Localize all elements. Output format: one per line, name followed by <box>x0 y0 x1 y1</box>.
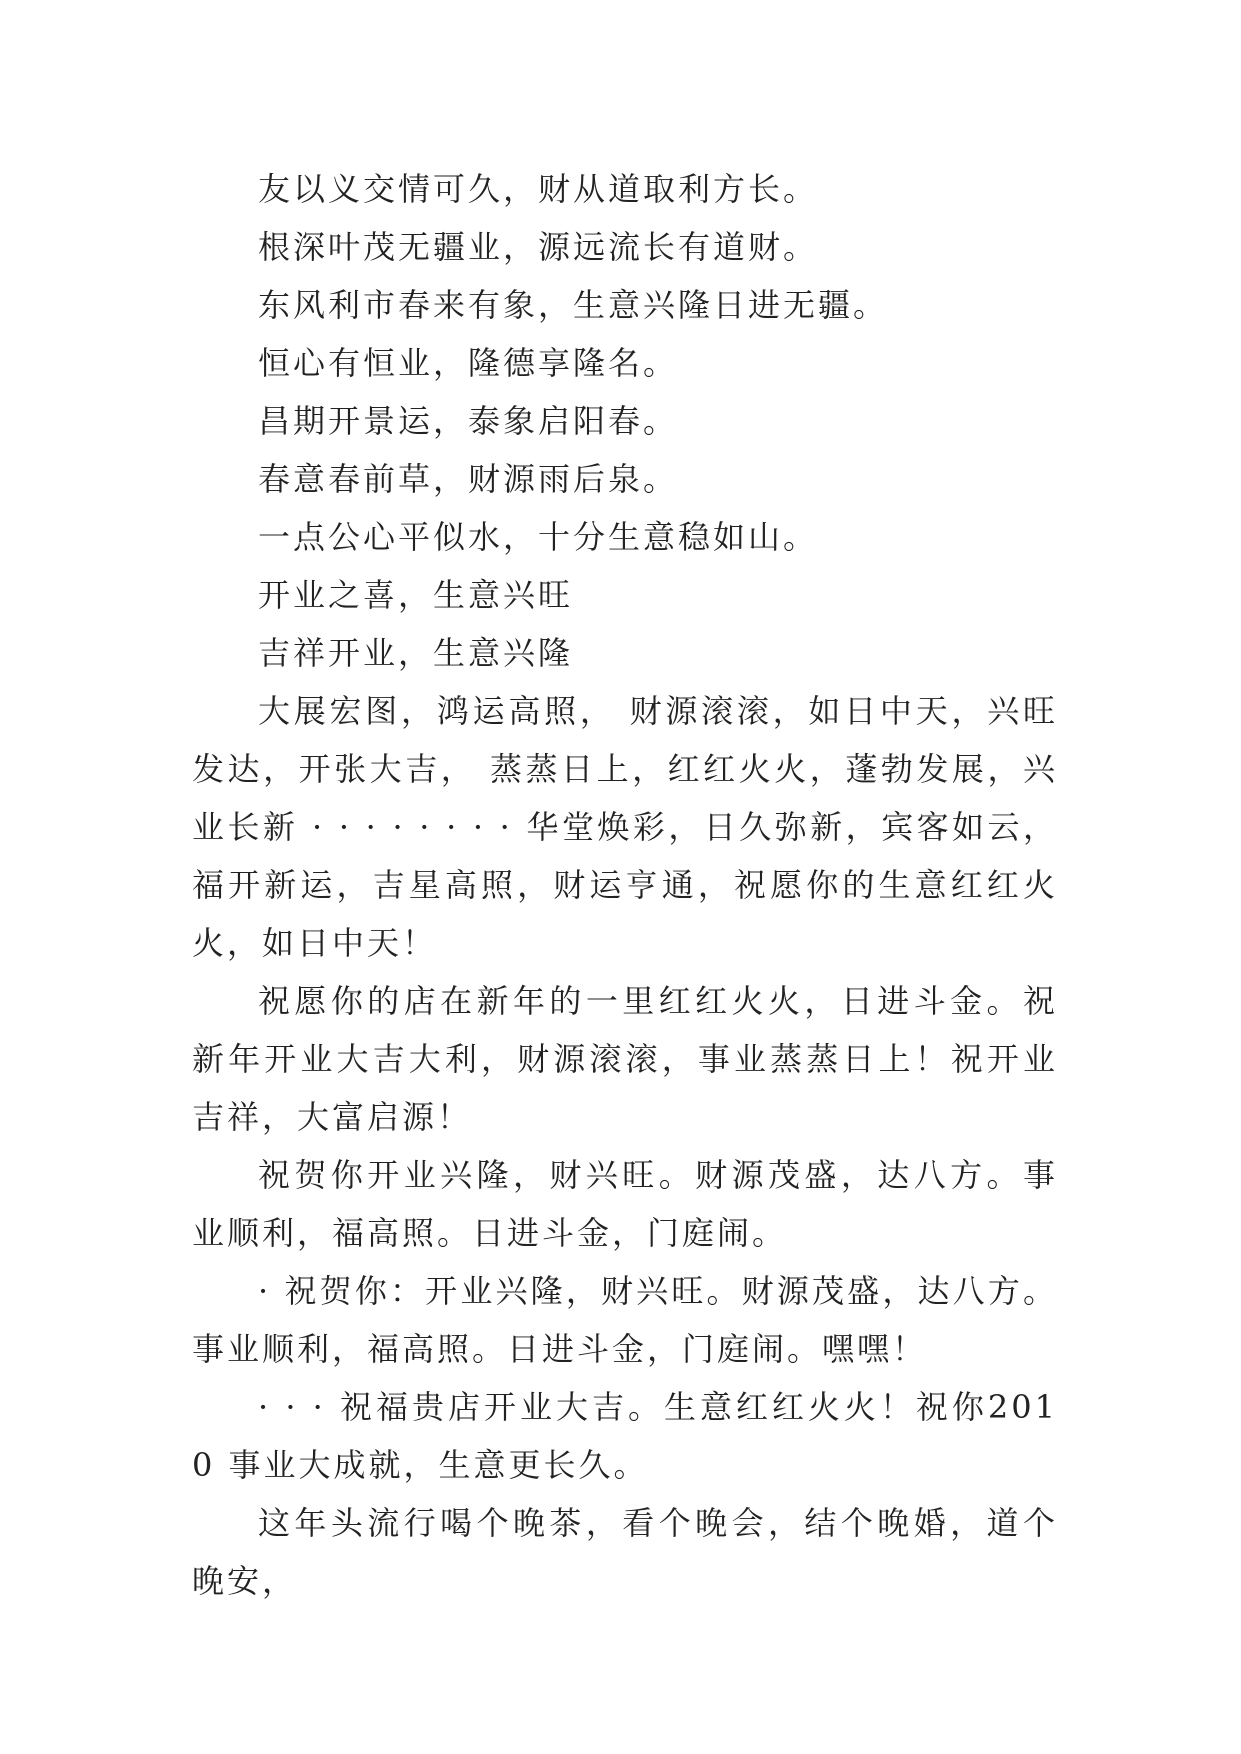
paragraph: 一点公心平似水，十分生意稳如山。 <box>258 518 819 556</box>
paragraph: 这年头流行喝个晚茶，看个晚会，结个晚婚，道个晚安， <box>192 1504 1058 1600</box>
paragraph: 昌期开景运，泰象启阳春。 <box>258 402 679 440</box>
paragraph: 东风利市春来有象，生意兴隆日进无疆。 <box>258 286 889 324</box>
paragraph: · 祝贺你：开业兴隆，财兴旺。财源茂盛，达八方。事业顺利，福高照。日进斗金，门庭闹。嘿嘿！ <box>192 1272 1058 1368</box>
paragraph: · · · 祝福贵店开业大吉。生意红红火火！祝你2010 事业大成就，生意更长久。 <box>192 1388 1058 1484</box>
paragraph: 恒心有恒业，隆德享隆名。 <box>258 344 679 382</box>
paragraph: 大展宏图，鸿运高照， 财源滚滚，如日中天，兴旺发达，开张大吉， 蒸蒸日上，红红火火，蓬勃发展，兴业长新 · · · · · · · · 华堂焕彩，日久弥新，宾客如云，福开新运，吉星高照，财运亨通，祝愿你的生意红红火火，如日中天！ <box>192 692 1058 962</box>
paragraph: 祝贺你开业兴隆，财兴旺。财源茂盛，达八方。事业顺利，福高照。日进斗金，门庭闹。 <box>192 1156 1058 1252</box>
paragraph: 吉祥开业，生意兴隆 <box>258 634 574 672</box>
paragraph: 友以义交情可久，财从道取利方长。 <box>258 170 819 208</box>
paragraph: 春意春前草，财源雨后泉。 <box>258 460 679 498</box>
paragraph: 开业之喜，生意兴旺 <box>258 576 574 614</box>
document-body <box>192 160 1058 1610</box>
paragraph: 根深叶茂无疆业，源远流长有道财。 <box>258 228 819 266</box>
paragraph: 祝愿你的店在新年的一里红红火火，日进斗金。祝新年开业大吉大利，财源滚滚，事业蒸蒸日上！祝开业吉祥，大富启源！ <box>192 982 1058 1136</box>
